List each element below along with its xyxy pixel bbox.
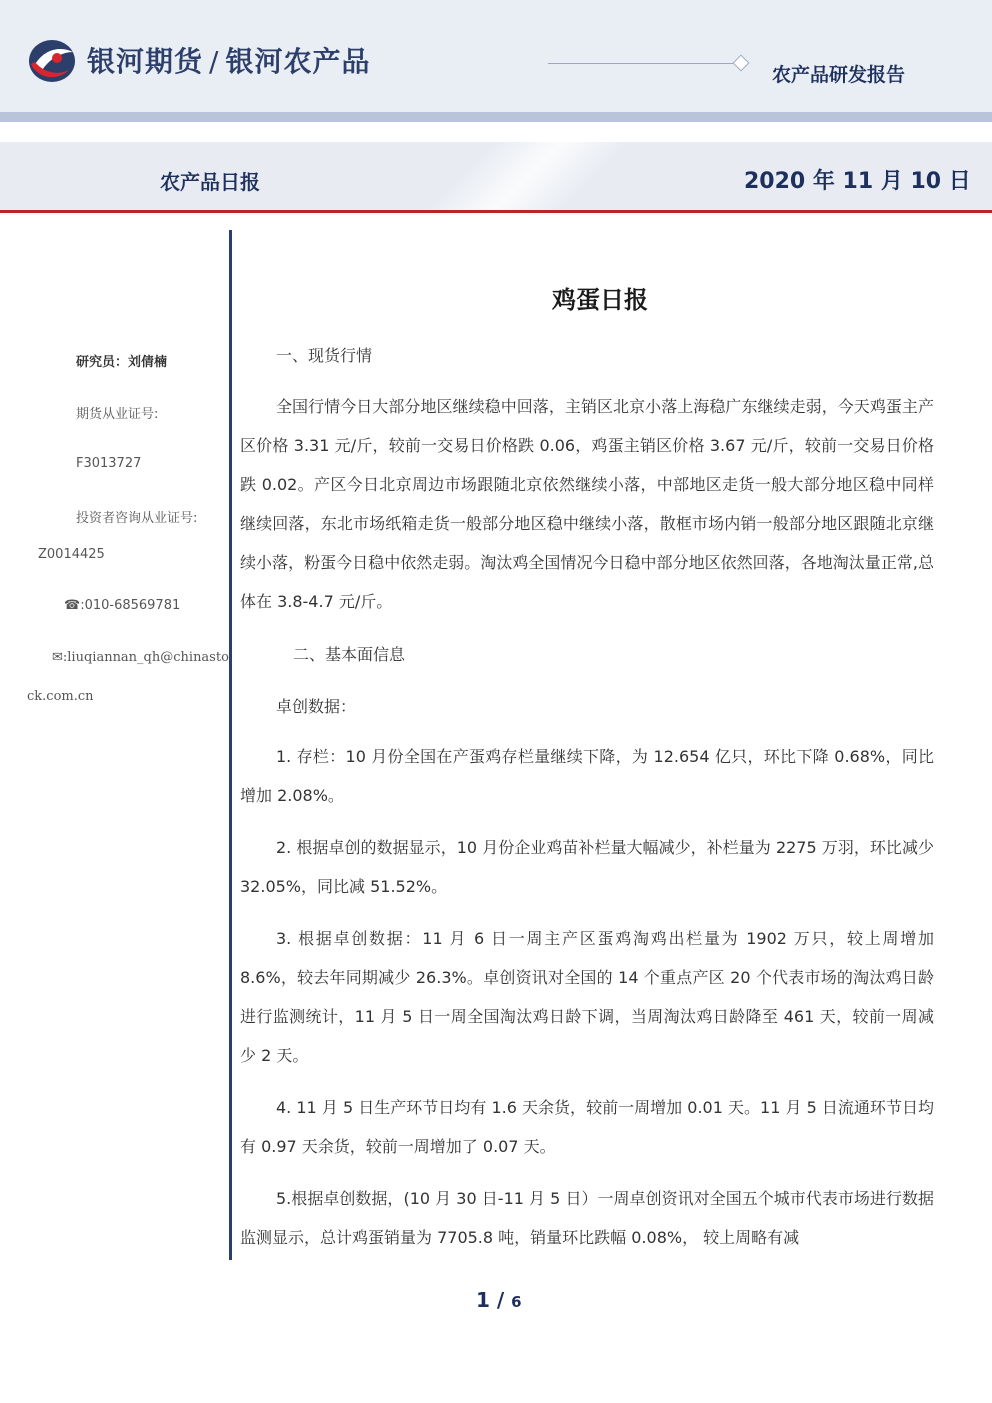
brand-left: 银河期货 bbox=[87, 45, 204, 78]
header-stripe bbox=[0, 112, 992, 122]
brand-name bbox=[87, 40, 370, 80]
researcher-name: 研究员：刘倩楠 bbox=[76, 355, 168, 370]
email-line-1[interactable]: ✉:liuqiannan_qh@chinasto bbox=[52, 650, 229, 665]
email-line-2[interactable]: ck.com.cn bbox=[27, 689, 94, 704]
section-heading-fundamentals: 二、基本面信息 bbox=[293, 645, 406, 664]
phone-number: ☎:010-68569781 bbox=[64, 598, 181, 613]
item-sales-volume: 5.根据卓创数据，(10 月 30 日-11 月 5 日）一周卓创资讯对全国五个城市代表市场进行数据监测显示，总计鸡蛋销量为 7705.8 吨，销量环比跌幅 0.08%， 较上周略有减 bbox=[240, 1189, 934, 1247]
item-culling: 3. 根据卓创数据：11 月 6 日一周主产区蛋鸡淘鸡出栏量为 1902 万只，较上周增加 8.6%，较去年同期减少 26.3%。卓创资讯对全国的 14 个重点产区 20 个代表市场的淘汰鸡日龄进行监测统计，11 月 5 日一周全国淘汰鸡日龄下调，当周淘汰鸡日龄降至 461 天，较前一周减少 2 天。 bbox=[240, 929, 934, 1065]
sub-heading-zhuochuang: 卓创数据： bbox=[276, 697, 357, 716]
page-current: 1 bbox=[476, 1288, 490, 1312]
section-heading-spot: 一、现货行情 bbox=[276, 346, 373, 365]
page-total: 6 bbox=[511, 1293, 522, 1311]
brand-slash: / bbox=[209, 45, 220, 78]
item-inventory: 1. 存栏：10 月份全国在产蛋鸡存栏量继续下降，为 12.654 亿只，环比下降 0.68%，同比增加 2.08%。 bbox=[240, 747, 934, 805]
license-value: F3013727 bbox=[76, 456, 142, 471]
item-stock-days: 4. 11 月 5 日生产环节日均有 1.6 天余货，较前一周增加 0.01 天。11 月 5 日流通环节日均有 0.97 天余货，较前一周增加了 0.07 天。 bbox=[240, 1098, 934, 1156]
header-rule bbox=[548, 63, 734, 64]
banner-decoration bbox=[360, 142, 740, 210]
license-label: 期货从业证号: bbox=[76, 407, 159, 422]
paragraph-spot-market: 全国行情今日大部分地区继续稳中回落，主销区北京小落上海稳广东继续走弱，今天鸡蛋主产区价格 3.31 元/斤，较前一交易日价格跌 0.06，鸡蛋主销区价格 3.67 元/斤，较前一交易日价格跌 0.02。产区今日北京周边市场跟随北京依然继续小落，中部地区走货一般大部分地区稳中同样继续回落，东北市场纸箱走货一般部分地区稳中继续小落，散框市场内销一般部分地区跟随北京继续小落，粉蛋今日稳中依然走弱。淘汰鸡全国情况今日稳中部分地区依然回落，各地淘汰量正常,总体在 3.8-4.7 元/斤。 bbox=[240, 397, 934, 611]
banner-red-rule bbox=[0, 210, 992, 213]
document-title: 鸡蛋日报 bbox=[552, 286, 648, 314]
page-separator: / bbox=[489, 1288, 512, 1312]
brand-right: 银河农产品 bbox=[225, 45, 371, 78]
sidebar-divider bbox=[229, 230, 232, 1260]
banner-title: 农产品日报 bbox=[160, 170, 260, 194]
banner-date: 2020 年 11 月 10 日 bbox=[744, 169, 971, 194]
page-number bbox=[476, 1288, 522, 1312]
advisor-value: Z0014425 bbox=[38, 547, 105, 562]
advisor-label: 投资者咨询从业证号: bbox=[76, 511, 198, 526]
report-type: 农产品研发报告 bbox=[772, 64, 906, 86]
item-chick-restock: 2. 根据卓创的数据显示，10 月份企业鸡苗补栏量大幅减少，补栏量为 2275 万羽，环比减少 32.05%，同比减 51.52%。 bbox=[240, 838, 934, 896]
galaxy-logo-icon bbox=[27, 38, 77, 84]
